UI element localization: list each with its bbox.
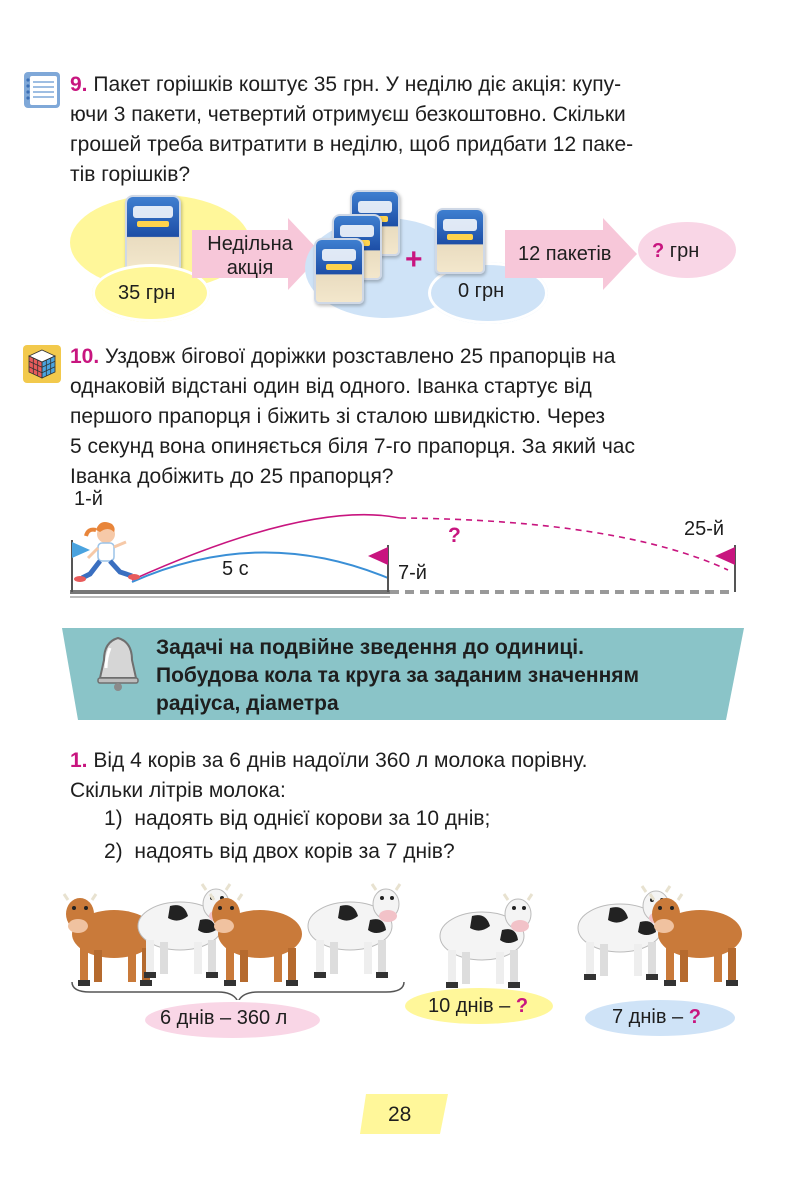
task1-question-1: 1) надоять від однієї корови за 10 днів; bbox=[104, 807, 491, 830]
task9-text bbox=[70, 70, 735, 190]
label-a: 6 днів – 360 л bbox=[160, 1007, 288, 1029]
arc-total-solid bbox=[132, 515, 400, 580]
time-label: 5 с bbox=[222, 558, 249, 580]
running-track bbox=[60, 500, 750, 610]
task1-number: 1. bbox=[70, 749, 88, 772]
task9-line: тів горішків? bbox=[70, 163, 191, 186]
task1-question-2: 2) надоять від двох корів за 7 днів? bbox=[104, 840, 455, 863]
first-flag-label: 1-й bbox=[74, 488, 103, 510]
section-header-title: Задачі на подвійне зведення до одиниці. Побудова кола та круга за заданим значенням радіуса, діаметра bbox=[156, 636, 640, 715]
task9-number: 9. bbox=[70, 73, 88, 96]
arc-measured bbox=[132, 552, 388, 582]
promo-label: Недільна акція bbox=[207, 233, 293, 279]
peanut-bags-three bbox=[310, 190, 410, 310]
price-label: 35 грн bbox=[118, 282, 176, 304]
flag-first bbox=[72, 540, 90, 592]
cube-icon bbox=[22, 344, 62, 384]
last-flag-label: 25-й bbox=[684, 518, 725, 540]
task10-text: 10. Уздовж бігової доріжки розставлено 25 прапорців на однаковій відстані один від одного. Іванка стартує від першого прапорця і біжить зі сталою швидкістю. Через 5 секунд вона опиняється біля 7-го прапорця. За який час Іванка добіжить до 25 прапорця? bbox=[70, 345, 635, 488]
label-c: 7 днів – ? bbox=[612, 1006, 701, 1028]
bell-icon bbox=[92, 634, 144, 694]
arc-total-dashed bbox=[400, 518, 728, 570]
label-b: 10 днів – ? bbox=[428, 995, 529, 1017]
free-label: 0 грн bbox=[458, 280, 505, 302]
cows-illustration bbox=[60, 870, 750, 1000]
task9-line: Пакет горішків коштує 35 грн. У неділю діє акція: купу- bbox=[93, 73, 622, 96]
question-mark: ? bbox=[448, 524, 461, 547]
curly-brace bbox=[72, 982, 404, 1000]
task9-line: грошей треба витратити в неділю, щоб придбати 12 паке- bbox=[70, 133, 634, 156]
task1-text: 1. Від 4 корів за 6 днів надоїли 360 л молока порівну. Скільки літрів молока: bbox=[70, 749, 588, 802]
seventh-flag-label: 7-й bbox=[398, 562, 427, 584]
answer-label: ? грн bbox=[652, 240, 700, 262]
plus-sign: + bbox=[405, 243, 423, 276]
flag-seventh bbox=[368, 545, 388, 592]
notebook-icon bbox=[22, 70, 62, 110]
packs-label: 12 пакетів bbox=[518, 243, 612, 265]
task10-number: 10. bbox=[70, 345, 100, 368]
page-number: 28 bbox=[388, 1103, 412, 1126]
task9-line: ючи 3 пакети, четвертий отримуєш безкоштовно. Скільки bbox=[70, 103, 626, 126]
